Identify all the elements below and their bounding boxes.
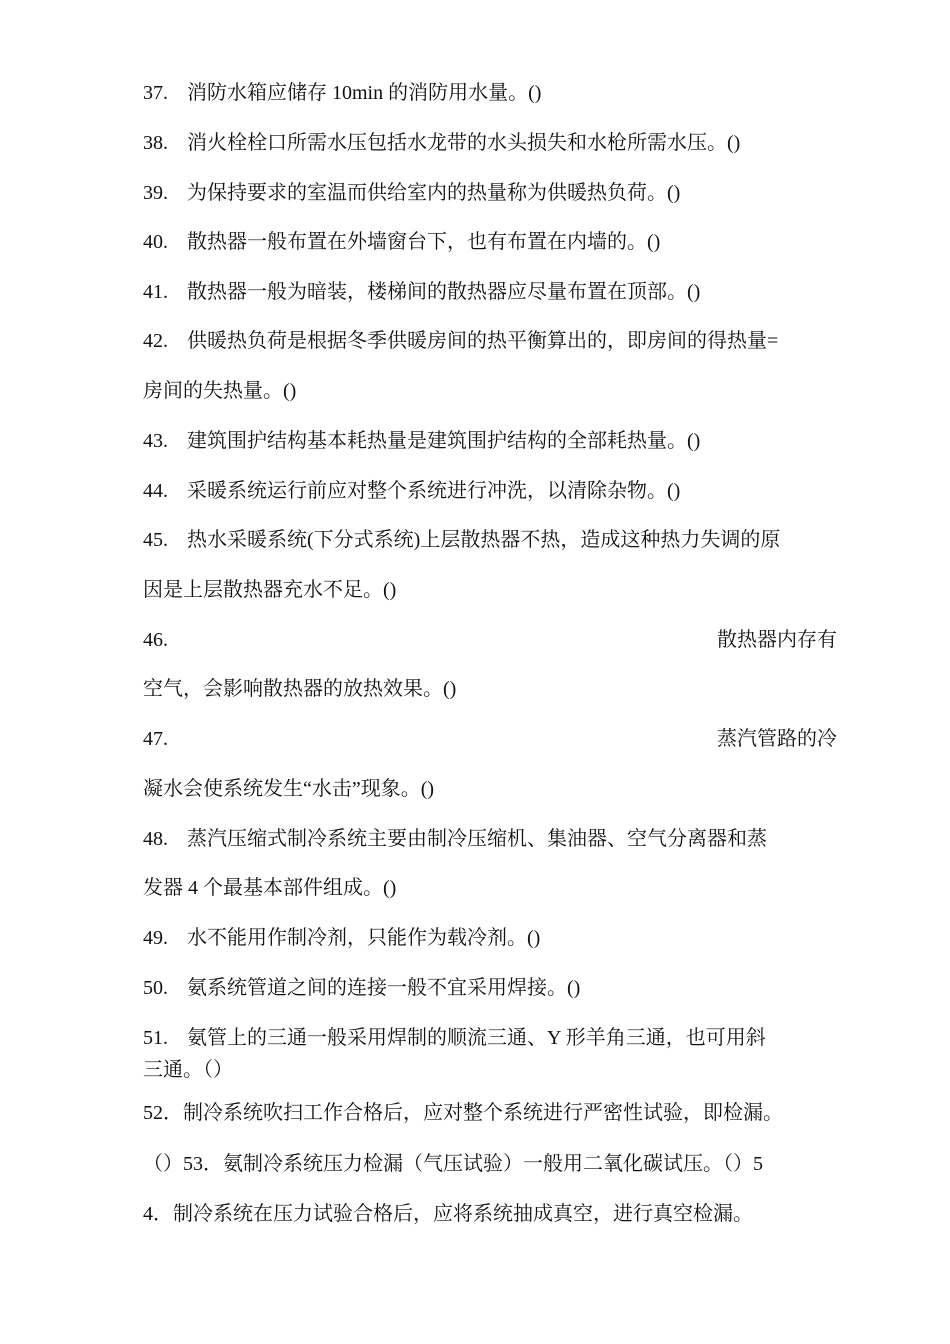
question-51-continued [143, 1057, 855, 1083]
question-text: 发器 4 个最基本部件组成。() [143, 877, 397, 899]
question-46 [143, 627, 855, 653]
question-48-continued [143, 875, 855, 901]
question-text-right: 蒸汽管路的冷 [717, 728, 837, 750]
question-42 [143, 328, 855, 354]
question-text: 因是上层散热器充水不足。() [143, 579, 397, 601]
question-44 [143, 478, 855, 504]
question-47-continued [143, 776, 855, 802]
question-text: 氨系统管道之间的连接一般不宜采用焊接。() [187, 977, 581, 999]
question-text: 空气，会影响散热器的放热效果。() [143, 678, 457, 700]
question-text: 热水采暖系统(下分式系统)上层散热器不热，造成这种热力失调的原 [187, 529, 781, 551]
question-48 [143, 826, 855, 852]
question-54 [143, 1201, 855, 1227]
question-text: 水不能用作制冷剂，只能作为载冷剂。() [187, 927, 541, 949]
question-text: 供暖热负荷是根据冬季供暖房间的热平衡算出的，即房间的得热量= [187, 330, 779, 352]
question-text: 消火栓栓口所需水压包括水龙带的水头损失和水枪所需水压。() [187, 132, 741, 154]
question-41 [143, 279, 855, 305]
question-text: 消防水箱应储存 10min 的消防用水量。() [187, 82, 542, 104]
question-number: 43. [143, 430, 168, 452]
question-text: 采暖系统运行前应对整个系统进行冲洗，以清除杂物。() [187, 480, 681, 502]
question-number: 44. [143, 480, 168, 502]
question-text: 凝水会使系统发生“水击”现象。() [143, 778, 435, 800]
question-text: 散热器一般为暗装，楼梯间的散热器应尽量布置在顶部。() [187, 281, 701, 303]
question-number: 49. [143, 927, 168, 949]
question-text: 氨管上的三通一般采用焊制的顺流三通、Y 形羊角三通，也可用斜 [187, 1027, 766, 1049]
question-number: 46. [143, 629, 168, 651]
question-37 [143, 80, 855, 106]
question-number: 41. [143, 281, 168, 303]
question-text: （）53．氨制冷系统压力检漏（气压试验）一般用二氧化碳试压。（）5 [143, 1153, 763, 1175]
question-number: 48. [143, 828, 168, 850]
question-text: 建筑围护结构基本耗热量是建筑围护结构的全部耗热量。() [187, 430, 701, 452]
question-text: 蒸汽压缩式制冷系统主要由制冷压缩机、集油器、空气分离器和蒸 [187, 828, 767, 850]
question-number: 42. [143, 330, 168, 352]
question-42-continued [143, 378, 855, 404]
question-number: 40. [143, 231, 168, 253]
question-text: 三通。（） [143, 1059, 233, 1081]
question-38 [143, 130, 855, 156]
question-52 [143, 1100, 855, 1126]
question-43 [143, 428, 855, 454]
question-47 [143, 726, 855, 752]
question-number: 45. [143, 529, 168, 551]
question-50 [143, 975, 855, 1001]
question-text: 房间的失热量。() [143, 380, 297, 402]
question-39 [143, 180, 855, 206]
question-text: 散热器一般布置在外墙窗台下，也有布置在内墙的。() [187, 231, 661, 253]
question-46-continued [143, 676, 855, 702]
question-text-right: 散热器内存有 [717, 629, 837, 651]
question-45 [143, 527, 855, 553]
question-number: 51. [143, 1027, 168, 1049]
question-number: 37. [143, 82, 168, 104]
question-53 [143, 1151, 855, 1177]
question-number: 50. [143, 977, 168, 999]
question-number: 39. [143, 182, 168, 204]
question-49 [143, 925, 855, 951]
question-text: 为保持要求的室温而供给室内的热量称为供暖热负荷。() [187, 182, 681, 204]
question-40 [143, 229, 855, 255]
question-number: 47. [143, 728, 168, 750]
question-51 [143, 1025, 855, 1051]
question-number: 38. [143, 132, 168, 154]
question-text: 52．制冷系统吹扫工作合格后，应对整个系统进行严密性试验，即检漏。 [143, 1102, 783, 1124]
question-text: 4．制冷系统在压力试验合格后，应将系统抽成真空，进行真空检漏。 [143, 1203, 753, 1225]
question-45-continued [143, 577, 855, 603]
